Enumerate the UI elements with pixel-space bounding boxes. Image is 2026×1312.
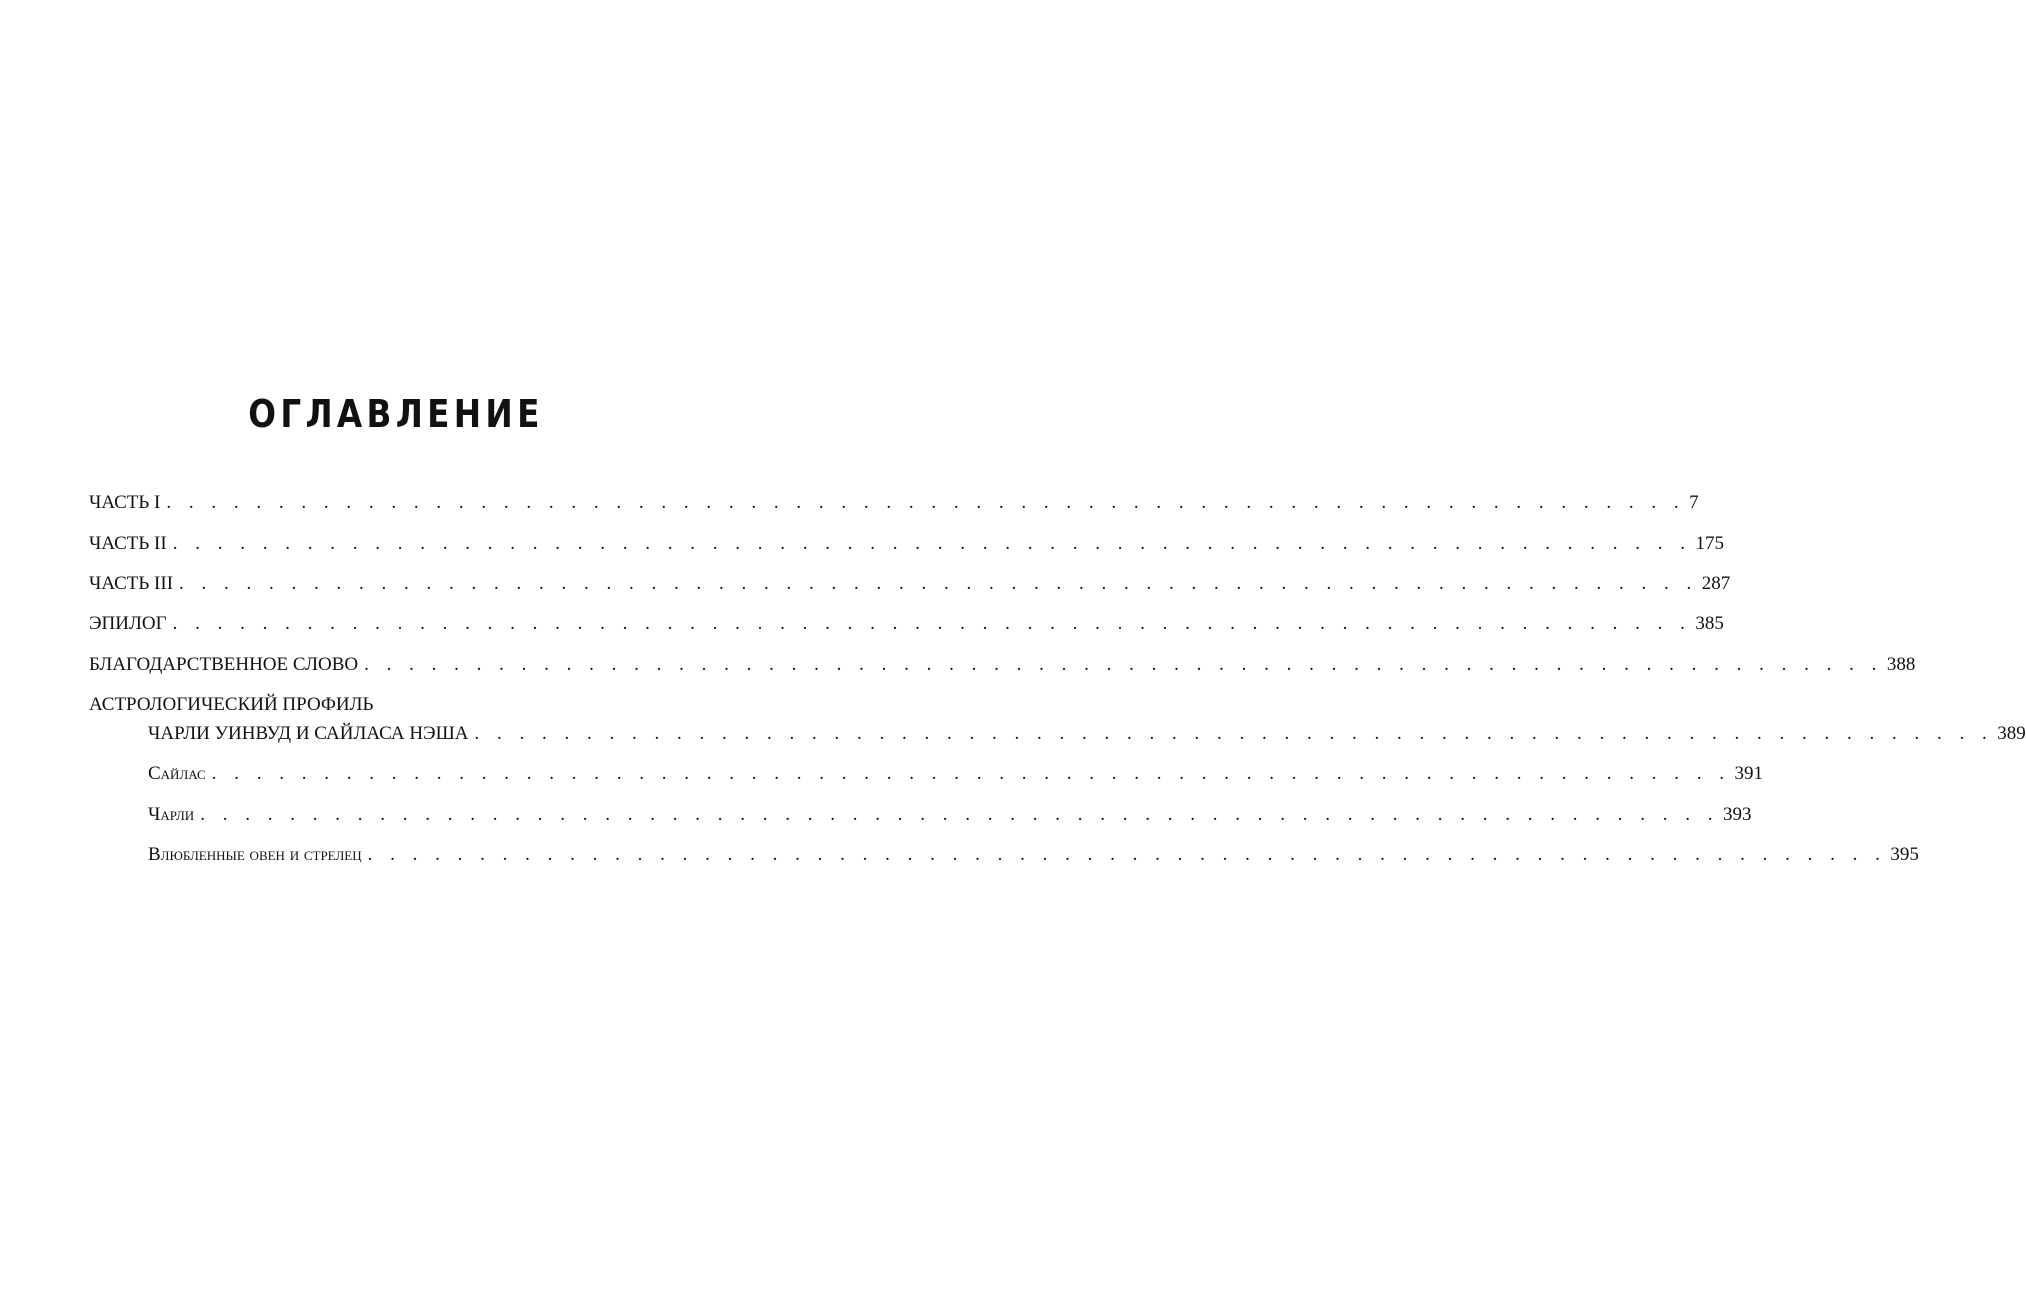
toc-entry-page: 388	[1886, 654, 1916, 675]
toc-entry-title: Чарли	[148, 804, 195, 825]
toc-entry-title: БЛАГОДАРСТВЕННОЕ СЛОВО	[89, 654, 359, 675]
toc-entry-title: ЭПИЛОГ	[89, 613, 167, 634]
toc-entry-page: 395	[1890, 844, 1919, 865]
toc-entry-title: ЧАСТЬ II	[89, 533, 167, 554]
dot-leader: . . . . . . . . . . . . . . . . . . . . . . . . . . . . . . . . . . . . . . . . . . . . . . . . . . . . . . . . . . . . . . . . . . . .	[172, 613, 1692, 634]
toc-entry[interactable]	[89, 611, 1724, 637]
dot-leader: . . . . . . . . . . . . . . . . . . . . . . . . . . . . . . . . . . . . . . . . . . . . . . . . . . . . . . . . . . . . . . . . . . . .	[179, 573, 1698, 594]
toc-entry-page: 393	[1722, 804, 1752, 825]
toc-entry-title: Сайлас	[148, 763, 206, 784]
toc-subentry[interactable]	[148, 721, 2026, 747]
dot-leader: . . . . . . . . . . . . . . . . . . . . . . . . . . . . . . . . . . . . . . . . . . . . . . . . . . . . . . . . . . . . . . . . . . . .	[474, 723, 1994, 744]
page-title: ОГЛАВЛЕНИЕ	[248, 392, 544, 436]
toc-subentry[interactable]	[148, 842, 1919, 868]
toc-entry-page: 287	[1701, 573, 1731, 594]
toc-entry-page: 389	[1997, 723, 2026, 744]
toc-entry[interactable]	[89, 652, 1916, 678]
toc-entry[interactable]	[89, 571, 1731, 597]
toc-entry-page: 7	[1689, 492, 1699, 513]
toc-entry[interactable]	[89, 490, 1699, 516]
dot-leader: . . . . . . . . . . . . . . . . . . . . . . . . . . . . . . . . . . . . . . . . . . . . . . . . . . . . . . . . . . . . . . . . . . . .	[367, 844, 1887, 865]
dot-leader: . . . . . . . . . . . . . . . . . . . . . . . . . . . . . . . . . . . . . . . . . . . . . . . . . . . . . . . . . . . . . . . . . . . .	[166, 492, 1686, 513]
dot-leader: . . . . . . . . . . . . . . . . . . . . . . . . . . . . . . . . . . . . . . . . . . . . . . . . . . . . . . . . . . . . . . . . . . . .	[200, 804, 1719, 825]
toc-section-title: АСТРОЛОГИЧЕСКИЙ ПРОФИЛЬ	[89, 694, 374, 715]
toc-entry-page: 391	[1734, 763, 1763, 784]
toc-subentry[interactable]	[148, 761, 1763, 787]
dot-leader: . . . . . . . . . . . . . . . . . . . . . . . . . . . . . . . . . . . . . . . . . . . . . . . . . . . . . . . . . . . . . . . . . . . .	[364, 654, 1883, 675]
toc-subentry[interactable]	[148, 802, 1752, 828]
dot-leader: . . . . . . . . . . . . . . . . . . . . . . . . . . . . . . . . . . . . . . . . . . . . . . . . . . . . . . . . . . . . . . . . . . . .	[172, 533, 1692, 554]
toc-entry-title: ЧАСТЬ III	[89, 573, 174, 594]
toc-entry-page: 385	[1695, 613, 1724, 634]
toc-entry-page: 175	[1695, 533, 1724, 554]
toc-entry-title: Влюбленные овен и стрелец	[148, 844, 362, 865]
toc-entry-title: ЧАРЛИ УИНВУД И САЙЛАСА НЭША	[148, 723, 469, 744]
dot-leader: . . . . . . . . . . . . . . . . . . . . . . . . . . . . . . . . . . . . . . . . . . . . . . . . . . . . . . . . . . . . . . . . . . . .	[211, 763, 1731, 784]
toc-entry-title: ЧАСТЬ I	[89, 492, 161, 513]
toc-entry[interactable]	[89, 531, 1724, 557]
